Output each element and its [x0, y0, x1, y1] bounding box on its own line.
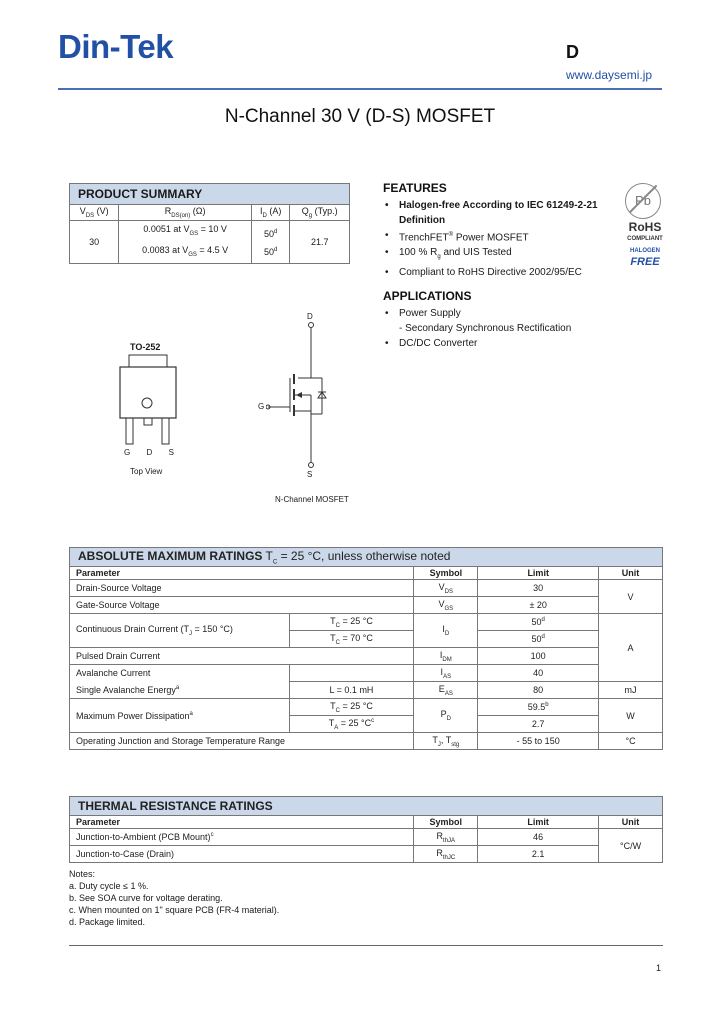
symbol-source-label: S: [307, 470, 313, 479]
col-qg: $Q_g$ (Typ.): [290, 205, 350, 221]
rds-values: 0.0051 at $V_{GS} = 10$ V 0.0083 at $V_{GS} = 4.5$ V: [119, 221, 252, 264]
table-row: Drain-Source Voltage $V_{DS}$ 30 V: [70, 580, 663, 597]
feature-item: • 100 % $R_g$ and UIS Tested: [383, 245, 623, 265]
application-item: • DC/DC Converter: [383, 336, 623, 351]
symbol-drain-label: D: [307, 312, 313, 321]
thermal-resistance-table: [69, 796, 663, 863]
note-a: a. Duty cycle ≤ 1 %.: [69, 881, 149, 891]
feature-item: • Halogen-free According to IEC 61249-2-21: [383, 198, 623, 213]
notes-title: Notes:: [69, 869, 96, 879]
table-row: Junction-to-Ambient (PCB Mount)$^c$ $R_{thJA}$ 46 °C/W: [70, 829, 663, 846]
rohs-label: RoHS: [628, 220, 662, 234]
application-item: • Power Supply: [383, 306, 623, 321]
package-pin-labels: [124, 448, 174, 457]
website-link[interactable]: www.daysemi.jp: [566, 68, 653, 82]
id-values: 50$^d$ 50$^d$: [251, 221, 289, 264]
package-view-label: Top View: [130, 467, 163, 476]
applications-list: [383, 306, 623, 351]
table-row: Continuous Drain Current ($T_J = 150$ °C) $T_C = 25$ °C $I_D$ 50$^d$ A: [70, 614, 663, 631]
package-drawing: [116, 352, 180, 452]
col-limit: Limit: [478, 816, 599, 829]
halogen-label: HALOGEN: [630, 248, 660, 254]
note-c: c. When mounted on 1" square PCB (FR-4 material).: [69, 905, 280, 915]
pin-d-label: D: [146, 448, 153, 457]
applications-heading: APPLICATIONS: [383, 289, 472, 303]
table-row: Operating Junction and Storage Temperature Range $T_J$, $T_{stg}$ - 55 to 150 °C: [70, 733, 663, 750]
package-name: TO-252: [130, 342, 161, 352]
product-summary-table: [69, 183, 350, 264]
table-row: $T_A = 25$ $^\circ C^c$ 2.7: [70, 716, 663, 733]
table-row: Pulsed Drain Current $I_{DM}$ 100: [70, 648, 663, 665]
col-rds: $R_{DS(on)}$ (Ω): [119, 205, 252, 221]
feature-item: • Compliant to RoHS Directive 2002/95/EC: [383, 265, 623, 280]
col-vds: $V_{DS}$ (V): [70, 205, 119, 221]
company-logo: Din-Tek: [58, 28, 174, 65]
pin-s-label: S: [168, 448, 174, 457]
header-divider: [58, 88, 662, 90]
document-title: N-Channel 30 V (D-S) MOSFET: [224, 106, 496, 127]
table-row: Junction-to-Case (Drain) $R_{thJC}$ 2.1: [70, 846, 663, 863]
vds-value: 30: [70, 221, 119, 264]
feature-item: Definition: [399, 215, 446, 226]
qg-value: 21.7: [290, 221, 350, 264]
product-summary-heading: PRODUCT SUMMARY: [70, 184, 350, 205]
pb-free-icon: Pb: [625, 183, 661, 219]
features-heading: FEATURES: [383, 181, 447, 195]
table-row: Avalanche Current $I_{AS}$ 40: [70, 665, 663, 682]
note-b: b. See SOA curve for voltage derating.: [69, 893, 223, 903]
table-row: Single Avalanche Energy$^a$ L = 0.1 mH $E_{AS}$ 80 mJ: [70, 682, 663, 699]
col-limit: Limit: [478, 567, 599, 580]
note-d: d. Package limited.: [69, 917, 146, 927]
application-item: - Secondary Synchronous Rectification: [399, 323, 572, 334]
abs-max-heading: ABSOLUTE MAXIMUM RATINGS $T_C = 25$ °C, unless otherwise noted: [70, 548, 663, 567]
table-row: $T_C = 70$ °C 50$^d$: [70, 631, 663, 648]
symbol-gate-label: G: [258, 402, 265, 411]
col-id: $I_D$ (A): [251, 205, 289, 221]
col-parameter: Parameter: [70, 567, 414, 580]
part-code: D: [566, 42, 579, 62]
mosfet-symbol: [266, 322, 336, 472]
features-list: [383, 198, 623, 280]
absolute-max-ratings-table: [69, 547, 663, 750]
page-number: 1: [656, 963, 662, 973]
table-row: Gate-Source Voltage $V_{GS}$ ± 20: [70, 597, 663, 614]
footer-divider: [69, 945, 663, 946]
table-row: Maximum Power Dissipation$^a$ $T_C = 25$ °C $P_D$ 59.5$^b$ W: [70, 699, 663, 716]
symbol-caption: N-Channel MOSFET: [275, 495, 349, 504]
feature-item: • TrenchFET® Power MOSFET: [383, 228, 623, 245]
pin-g-label: G: [124, 448, 131, 457]
col-symbol: Symbol: [414, 567, 478, 580]
col-unit: Unit: [599, 567, 663, 580]
notes-block: [69, 868, 279, 928]
col-parameter: Parameter: [70, 816, 414, 829]
halogen-free-label: FREE: [630, 256, 660, 268]
rohs-compliant-label: COMPLIANT: [627, 236, 663, 242]
col-unit: Unit: [599, 816, 663, 829]
thermal-heading: THERMAL RESISTANCE RATINGS: [70, 797, 663, 816]
col-symbol: Symbol: [414, 816, 478, 829]
